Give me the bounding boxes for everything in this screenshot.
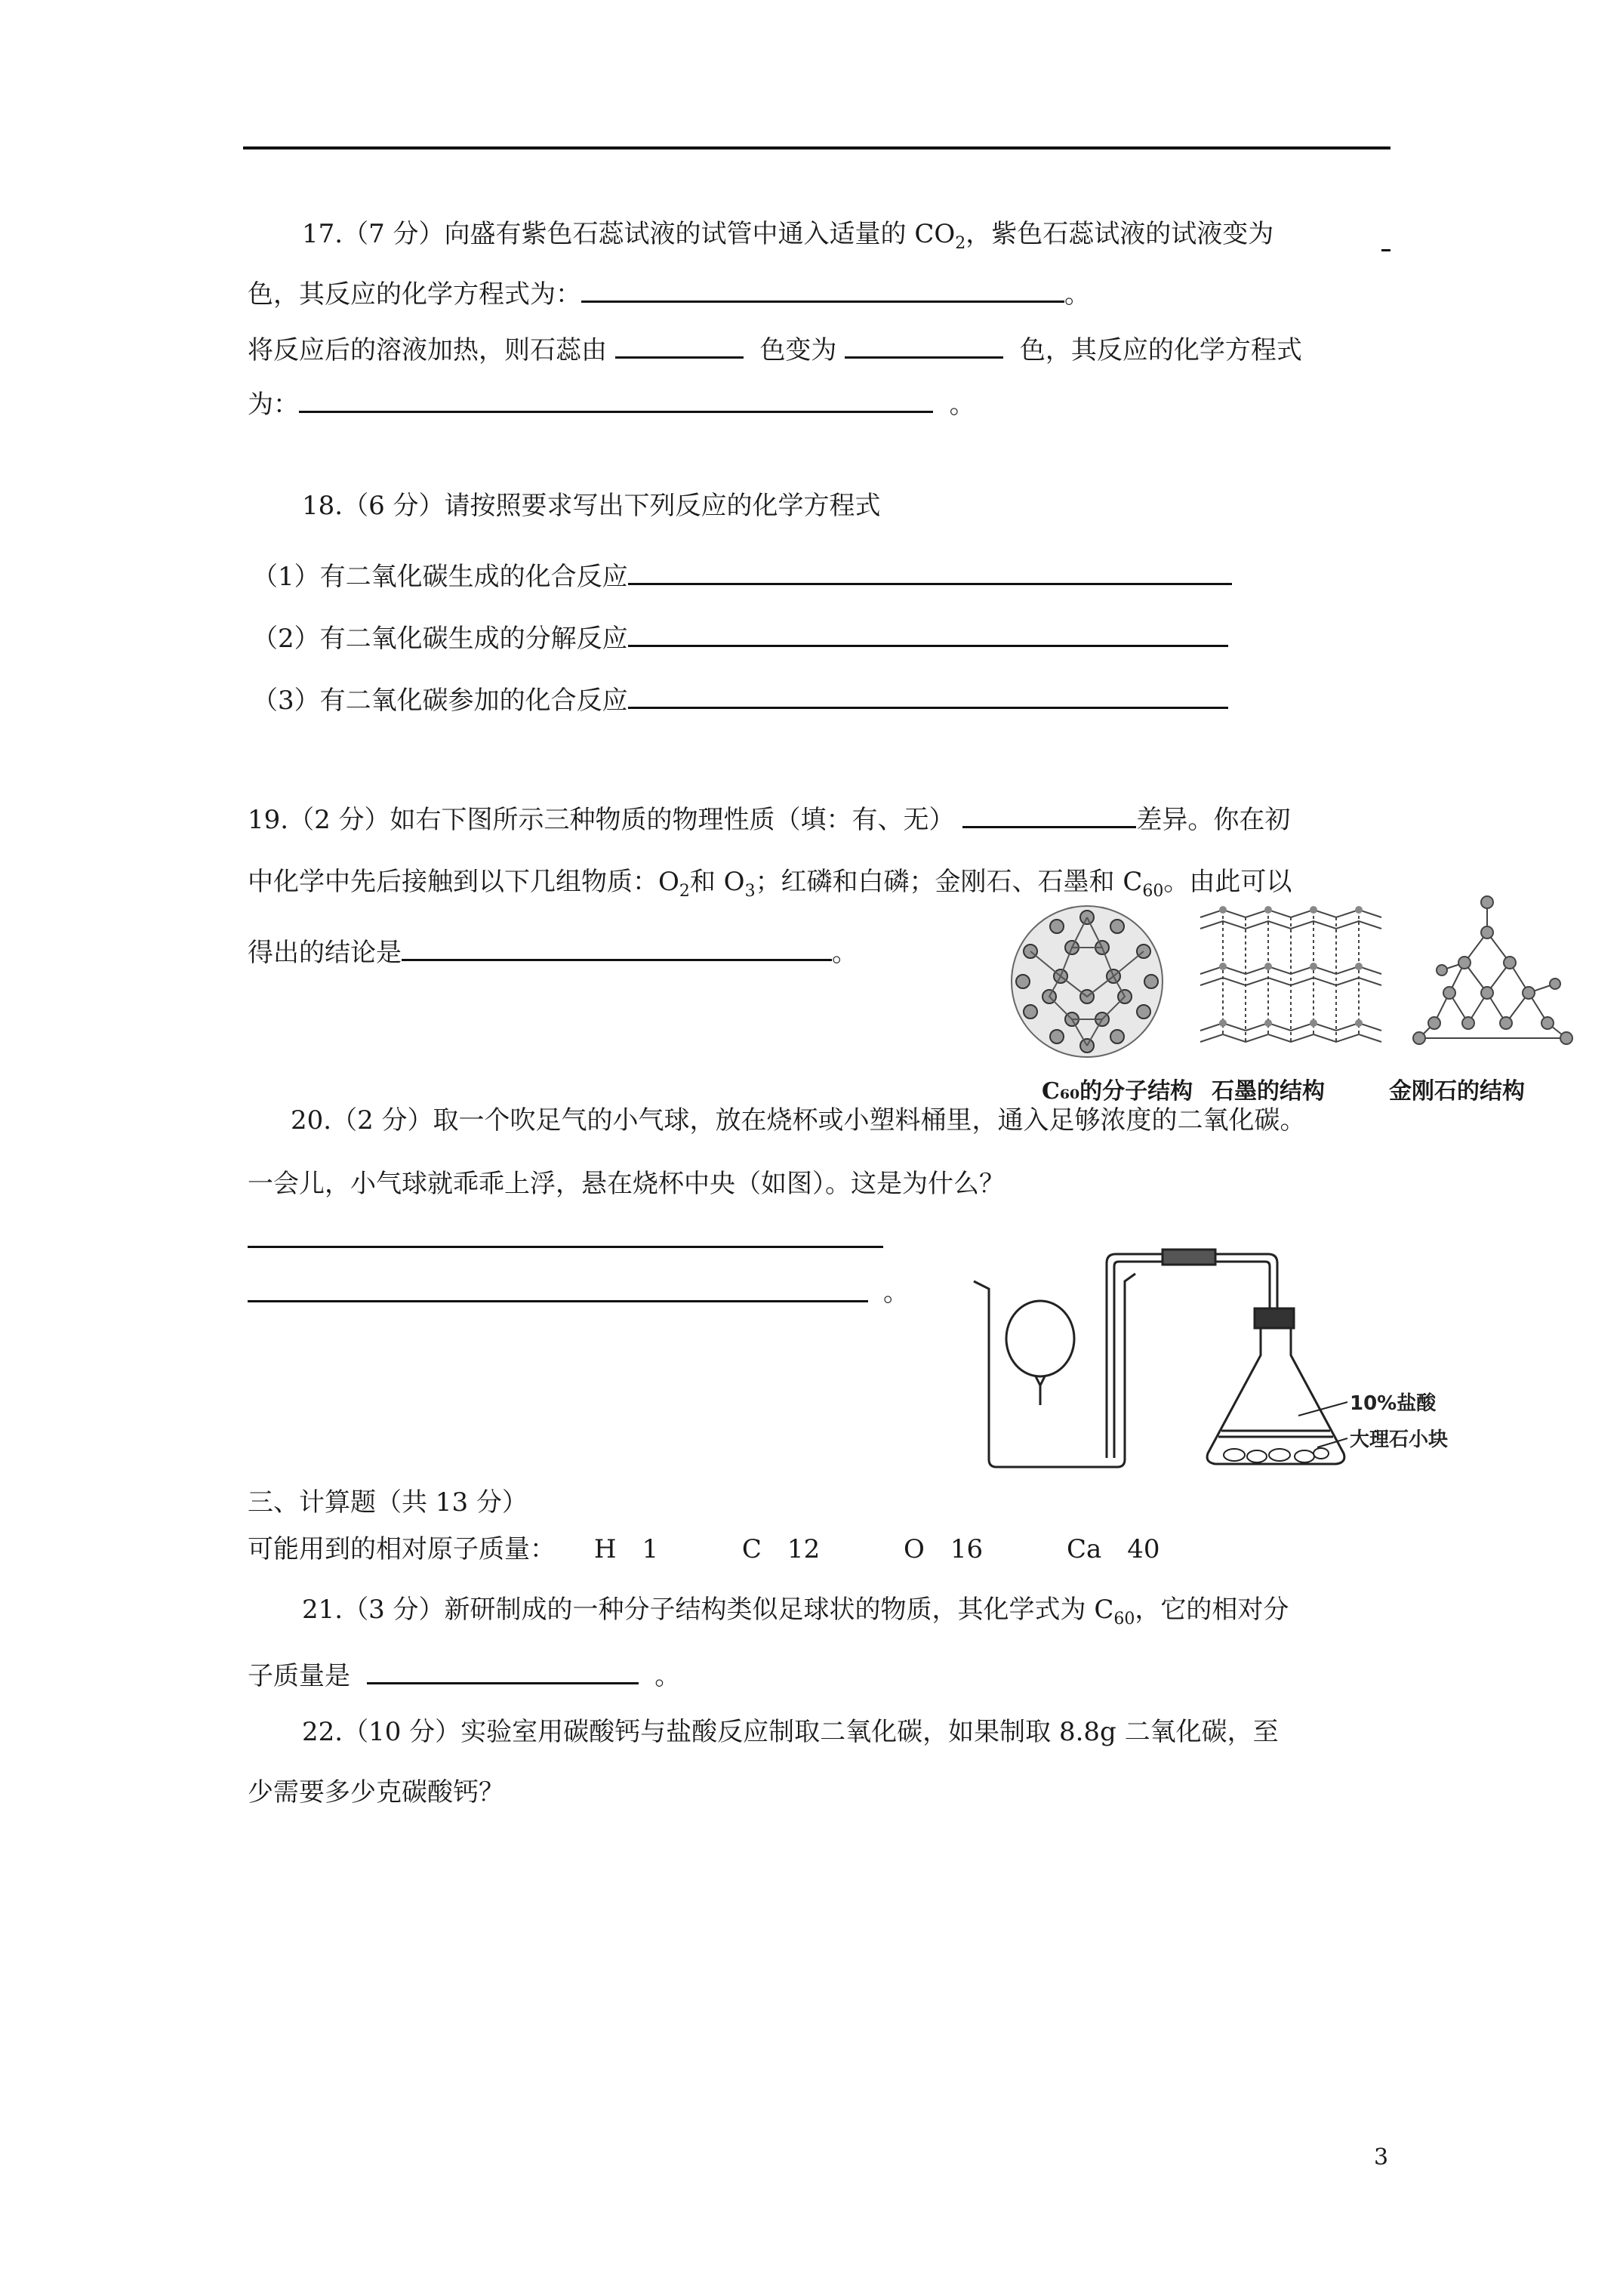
caption-diamond: 金刚石的结构: [1389, 1078, 1525, 1105]
c60-structure-icon: [1012, 906, 1163, 1057]
q20-line2: 一会儿，小气球就乖乖上浮，悬在烧杯中央（如图）。这是为什么？: [248, 1169, 1005, 1199]
q17-line3: 将反应后的溶液加热，则石蕊由 色变为 色，其反应的化学方程式: [248, 329, 1302, 367]
mass-o: O 16: [904, 1534, 984, 1564]
q19-line1: 19.（2 分）如右下图所示三种物质的物理性质（填：有、无） 差异。你在初: [248, 799, 1290, 837]
q17-blank-to-color[interactable]: [845, 329, 1003, 359]
caption-c60: C₆₀的分子结构: [1042, 1078, 1193, 1105]
atomic-masses: 可能用到的相对原子质量： H 1 C 12 O 16 Ca 40: [248, 1534, 1160, 1564]
q21-line1: 21.（3 分）新研制成的一种分子结构类似足球状的物质，其化学式为 $C_{60}$，它的相对分: [302, 1595, 1289, 1629]
label-marble: 大理石小块: [1350, 1428, 1449, 1451]
stopper-icon: [1255, 1308, 1294, 1328]
beaker-icon: [974, 1274, 1135, 1467]
q17-line4: 为： 。: [248, 384, 975, 421]
q17-blank-equation-1[interactable]: [581, 273, 1064, 303]
q22-line1: 22.（10 分）实验室用碳酸钙与盐酸反应制取二氧化碳，如果制取 8.8g 二氧化碳，至: [302, 1717, 1279, 1747]
q18-title: 18.（6 分）请按照要求写出下列反应的化学方程式: [302, 491, 881, 521]
caption-graphite: 石墨的结构: [1212, 1078, 1325, 1105]
q20-line-end: 。: [883, 1277, 909, 1308]
q20-blank-line-2[interactable]: [248, 1300, 868, 1302]
q22-line2: 少需要多少克碳酸钙？: [248, 1777, 504, 1808]
label-acid: 10%盐酸: [1350, 1392, 1437, 1415]
q22-answer-area[interactable]: [248, 1827, 1395, 2114]
q18-blank-1[interactable]: [628, 556, 1232, 585]
q18-blank-3[interactable]: [628, 680, 1228, 709]
graphite-structure-icon: [1200, 906, 1381, 1042]
flask-icon: [1207, 1328, 1344, 1464]
diamond-structure-icon: [1413, 896, 1572, 1044]
section3-title: 三、计算题（共 13 分）: [248, 1487, 528, 1518]
q17-line2: 色，其反应的化学方程式为： 。: [248, 273, 1090, 311]
q19-line2: 中化学中先后接触到以下几组物质：$O_2$和 $O_3$；红磷和白磷；金刚石、石墨和 $C_{60}$。由此可以: [248, 867, 1292, 901]
q18-item-3: （3）有二氧化碳参加的化合反应: [252, 680, 1228, 717]
mass-c: C 12: [741, 1534, 821, 1564]
q21-blank-molecular-mass[interactable]: [367, 1655, 639, 1684]
q21-line2: 子质量是 。: [248, 1655, 680, 1693]
balloon-icon: [1006, 1301, 1074, 1376]
q17-blank-equation-2[interactable]: [299, 384, 933, 413]
carbon-structures-figure: [996, 887, 1570, 1083]
q17-blank-color-1[interactable]: [1381, 249, 1390, 251]
q19-blank-conclusion[interactable]: [402, 932, 832, 961]
q18-item-2: （2）有二氧化碳生成的分解反应: [252, 618, 1228, 655]
mass-h: H 1: [593, 1534, 659, 1564]
q17-line1: 17.（7 分）向盛有紫色石蕊试液的试管中通入适量的 $CO_2$，紫色石蕊试液的试液变为: [302, 219, 1274, 253]
q19-blank-difference[interactable]: [962, 799, 1136, 828]
header-rule: [243, 146, 1390, 149]
mass-ca: Ca 40: [1066, 1534, 1160, 1564]
q20-line1: 20.（2 分）取一个吹足气的小气球，放在烧杯或小塑料桶里，通入足够浓度的二氧化碳。: [291, 1105, 1306, 1136]
page-number: 3: [1374, 2144, 1389, 2171]
q20-blank-line-1[interactable]: [248, 1246, 883, 1248]
balloon-apparatus-figure: [966, 1227, 1449, 1476]
q17-blank-from-color[interactable]: [615, 329, 744, 359]
q19-line3: 得出的结论是 。: [248, 932, 858, 969]
q18-blank-2[interactable]: [628, 618, 1228, 647]
q18-item-1: （1）有二氧化碳生成的化合反应: [252, 556, 1232, 593]
